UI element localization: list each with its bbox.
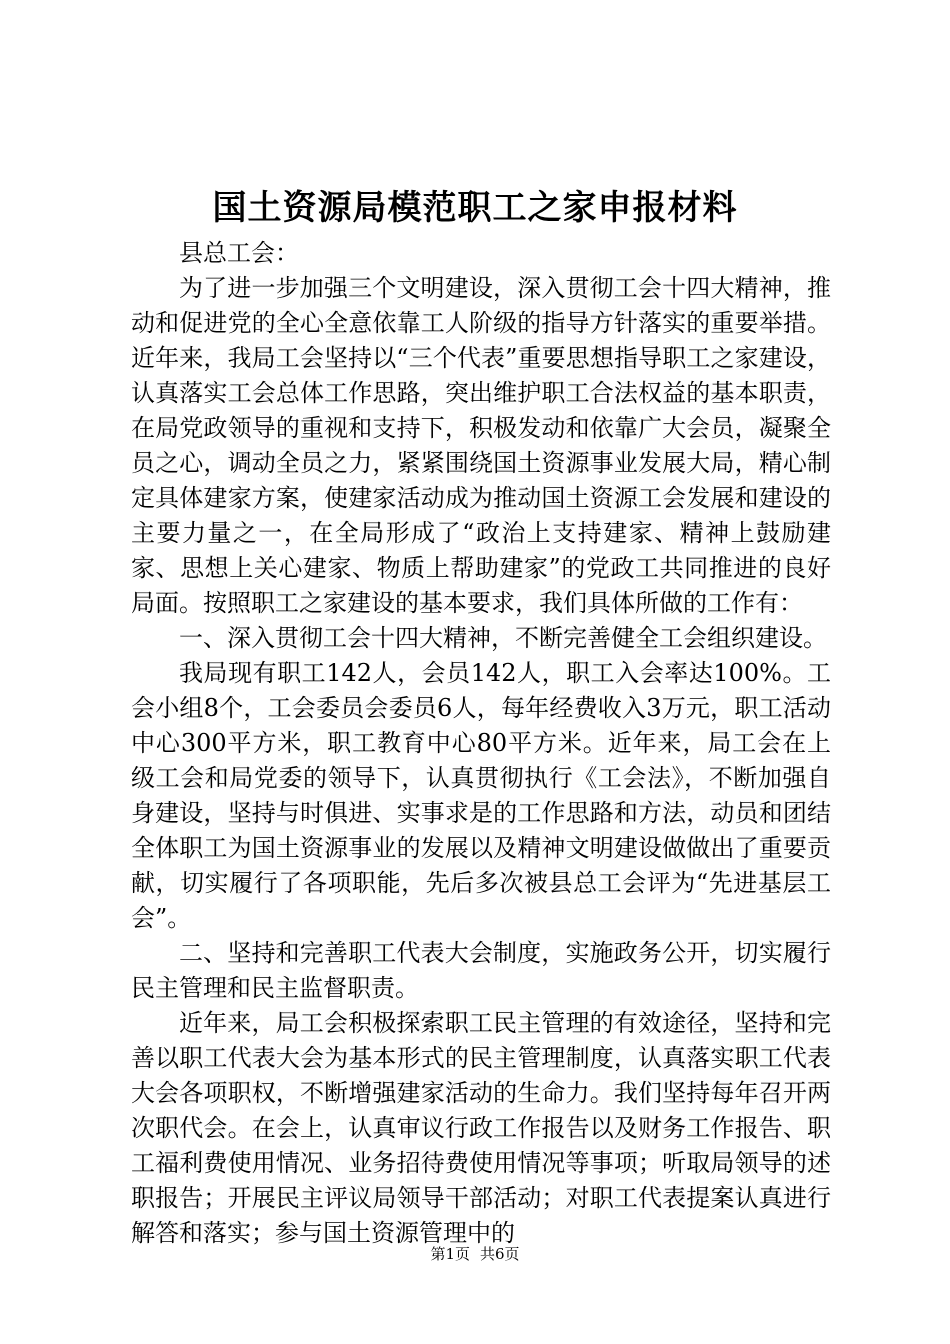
page-number: 第1页: [430, 1245, 470, 1263]
page-footer: [0, 1244, 950, 1264]
document-body: [131, 236, 831, 1251]
paragraph-intro: 为了进一步加强三个文明建设，深入贯彻工会十四大精神，推动和促进党的全心全意依靠工人阶级的指导方针落实的重要举措。近年来，我局工会坚持以“三个代表”重要思想指导职工之家建设，认真落实工会总体工作思路，突出维护职工合法权益的基本职责，在局党政领导的重视和支持下，积极发动和依靠广大会员，凝聚全员之心，调动全员之力，紧紧围绕国土资源事业发展大局，精心制定具体建家方案，使建家活动成为推动国土资源工会发展和建设的主要力量之一，在全局形成了“政治上支持建家、精神上鼓励建家、思想上关心建家、物质上帮助建家”的党政工共同推进的良好局面。按照职工之家建设的基本要求，我们具体所做的工作有：: [131, 274, 831, 617]
page-total: 共6页: [480, 1245, 520, 1263]
paragraph-section-1: 我局现有职工142人，会员142人，职工入会率达100%。工会小组8个，工会委员会委员6人，每年经费收入3万元，职工活动中心300平方米，职工教育中心80平方米。近年来，局工会在上级工会和局党委的领导下，认真贯彻执行《工会法》，不断加强自身建设，坚持与时俱进、实事求是的工作思路和方法，动员和团结全体职工为国土资源事业的发展以及精神文明建设做做出了重要贡献，切实履行了各项职能，先后多次被县总工会评为“先进基层工会”。: [131, 659, 831, 932]
section-heading-1: 一、深入贯彻工会十四大精神，不断完善健全工会组织建设。: [179, 624, 827, 652]
salutation: 县总工会：: [179, 239, 299, 267]
document-title: 国土资源局模范职工之家申报材料: [212, 188, 738, 228]
section-heading-2: 二、坚持和完善职工代表大会制度，实施政务公开，切实履行民主管理和民主监督职责。: [131, 939, 831, 1002]
paragraph-section-2: 近年来，局工会积极探索职工民主管理的有效途径，坚持和完善以职工代表大会为基本形式的民主管理制度，认真落实职工代表大会各项职权，不断增强建家活动的生命力。我们坚持每年召开两次职代会。在会上，认真审议行政工作报告以及财务工作报告、职工福利费使用情况、业务招待费使用情况等事项；听取局领导的述职报告；开展民主评议局领导干部活动；对职工代表提案认真进行解答和落实；参与国土资源管理中的: [131, 1009, 831, 1247]
